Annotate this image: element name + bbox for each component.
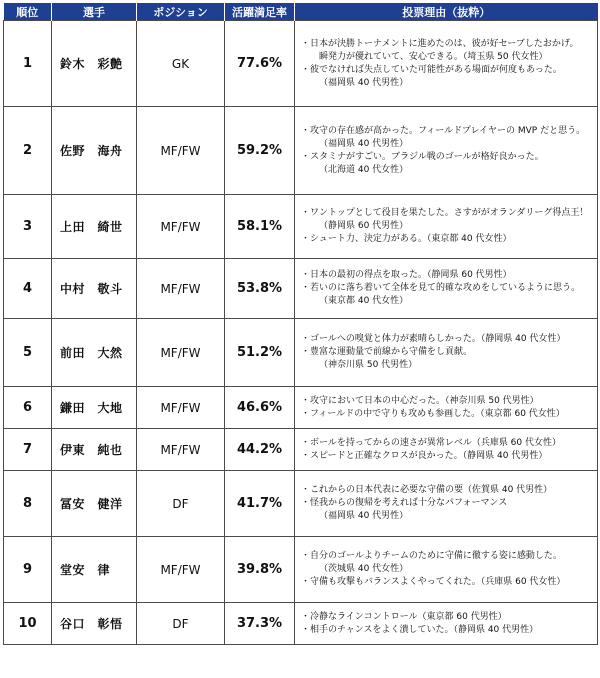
reason-cell [295,429,598,471]
table-row [4,319,598,387]
rank-cell: 5 [4,319,52,387]
reason-line: ・スピードと正確なクロスが良かった。（静岡県 40 代男性） [301,450,548,461]
player-name-cell: 佐野 海舟 [52,107,137,195]
rank-cell: 10 [4,603,52,645]
reason-line: （福岡県 40 代男性） [319,138,409,149]
table-row [4,603,598,645]
rank-cell: 8 [4,471,52,537]
satisfaction-rate-cell: 53.8% [225,259,295,319]
reason-cell [295,387,598,429]
player-name-cell: 鎌田 大地 [52,387,137,429]
player-name-cell: 前田 大然 [52,319,137,387]
reason-cell [295,107,598,195]
reason-line: ・ワントップとして役目を果たした。さすががオランダリーグ得点王！ [301,208,589,218]
reason-line: ・日本が決勝トーナメントに進めたのは、彼が好セーブしたおかげ。 [301,38,579,49]
ranking-table-wrapper [3,3,597,645]
position-cell: MF/FW [137,195,225,259]
position-cell: MF/FW [137,319,225,387]
reason-line: （東京都 40 代女性） [319,296,409,306]
player-name-cell: 鈴木 彩艶 [52,21,137,107]
satisfaction-rate-cell: 58.1% [225,195,295,259]
reason-cell [295,603,598,645]
header-rank: 順位 [4,3,52,21]
reason-cell [295,471,598,537]
table-row [4,195,598,259]
reason-line: ・怪我からの復帰を考えれば十分なパフォーマンス [301,498,508,508]
rank-cell: 2 [4,107,52,195]
reason-line: ・スタミナがすごい。ブラジル戦のゴールが格好良かった。 [301,151,544,162]
position-cell: GK [137,21,225,107]
reason-line: ・シュート力、決定力がある。（東京都 40 代女性） [301,234,512,244]
position-cell: MF/FW [137,387,225,429]
rank-cell: 6 [4,387,52,429]
satisfaction-rate-cell: 37.3% [225,603,295,645]
table-row [4,107,598,195]
rank-cell: 3 [4,195,52,259]
table-row [4,537,598,603]
satisfaction-rate-cell: 39.8% [225,537,295,603]
rank-cell: 1 [4,21,52,107]
header-rate: 活躍満足率 [225,3,295,21]
header-player: 選手 [52,3,137,21]
table-row [4,387,598,429]
reason-cell [295,319,598,387]
position-cell: MF/FW [137,107,225,195]
satisfaction-rate-cell: 44.2% [225,429,295,471]
rank-cell: 4 [4,259,52,319]
reason-line: ・若いのに落ち着いて全体を見て的確な攻めをしているように思う。 [301,283,581,293]
reason-line: （神奈川県 50 代男性） [319,360,418,370]
rank-cell: 7 [4,429,52,471]
reason-cell [295,259,598,319]
player-name-cell: 中村 敬斗 [52,259,137,319]
reason-line: （茨城県 40 代女性） [319,564,409,574]
table-row [4,259,598,319]
reason-line: ・これからの日本代表に必要な守備の要（佐賀県 40 代男性） [301,485,553,495]
reason-line: ・相手のチャンスをよく潰していた。（静岡県 40 代男性） [301,624,539,635]
table-row [4,471,598,537]
reason-line: ・豊富な運動量で前線から守備をし貢献。 [301,347,473,357]
position-cell: DF [137,471,225,537]
position-cell: MF/FW [137,259,225,319]
reason-line: ・ゴールへの嗅覚と体力が素晴らしかった。（静岡県 40 代女性） [301,334,566,344]
reason-line: ・日本の最初の得点を取った。（静岡県 60 代男性） [301,270,512,280]
reason-line: ・彼でなければ失点していた可能性がある場面が何度もあった。 [301,64,562,75]
position-cell: DF [137,603,225,645]
satisfaction-rate-cell: 41.7% [225,471,295,537]
header-row [4,3,598,21]
reason-line: （北海道 40 代女性） [319,164,409,175]
reason-line: ・冷静なラインコントロール（東京都 60 代男性） [301,611,507,622]
satisfaction-rate-cell: 59.2% [225,107,295,195]
reason-line: 瞬発力が優れていて、安心できる。（埼玉県 50 代女性） [319,51,548,62]
reason-cell [295,537,598,603]
reason-line: ・ボールを持ってからの速さが異常レベル（兵庫県 60 代女性） [301,437,561,448]
satisfaction-rate-cell: 77.6% [225,21,295,107]
reason-line: ・フィールドの中で守りも攻めも参画した。（東京都 60 代女性） [301,408,565,419]
header-position: ポジション [137,3,225,21]
reason-cell [295,21,598,107]
player-name-cell: 谷口 彰悟 [52,603,137,645]
player-name-cell: 上田 綺世 [52,195,137,259]
reason-line: （静岡県 60 代男性） [319,221,409,231]
player-name-cell: 堂安 律 [52,537,137,603]
table-row [4,429,598,471]
reason-line: （福岡県 40 代男性） [319,77,409,88]
reason-line: （福岡県 40 代男性） [319,511,409,521]
player-name-cell: 冨安 健洋 [52,471,137,537]
reason-line: ・攻守の存在感が高かった。フィールドプレイヤーの MVP だと思う。 [301,125,586,136]
player-name-cell: 伊東 純也 [52,429,137,471]
position-cell: MF/FW [137,429,225,471]
table-row [4,21,598,107]
satisfaction-rate-cell: 51.2% [225,319,295,387]
reason-line: ・攻守において日本の中心だった。（神奈川県 50 代男性） [301,395,539,406]
reason-line: ・自分のゴールよりチームのために守備に徹する姿に感動した。 [301,551,562,561]
position-cell: MF/FW [137,537,225,603]
reason-cell [295,195,598,259]
ranking-table [3,3,598,645]
rank-cell: 9 [4,537,52,603]
reason-line: ・守備も攻撃もバランスよくやってくれた。（兵庫県 60 代女性） [301,577,566,587]
ranking-body [4,21,598,645]
header-reason: 投票理由（抜粋） [295,3,598,21]
satisfaction-rate-cell: 46.6% [225,387,295,429]
